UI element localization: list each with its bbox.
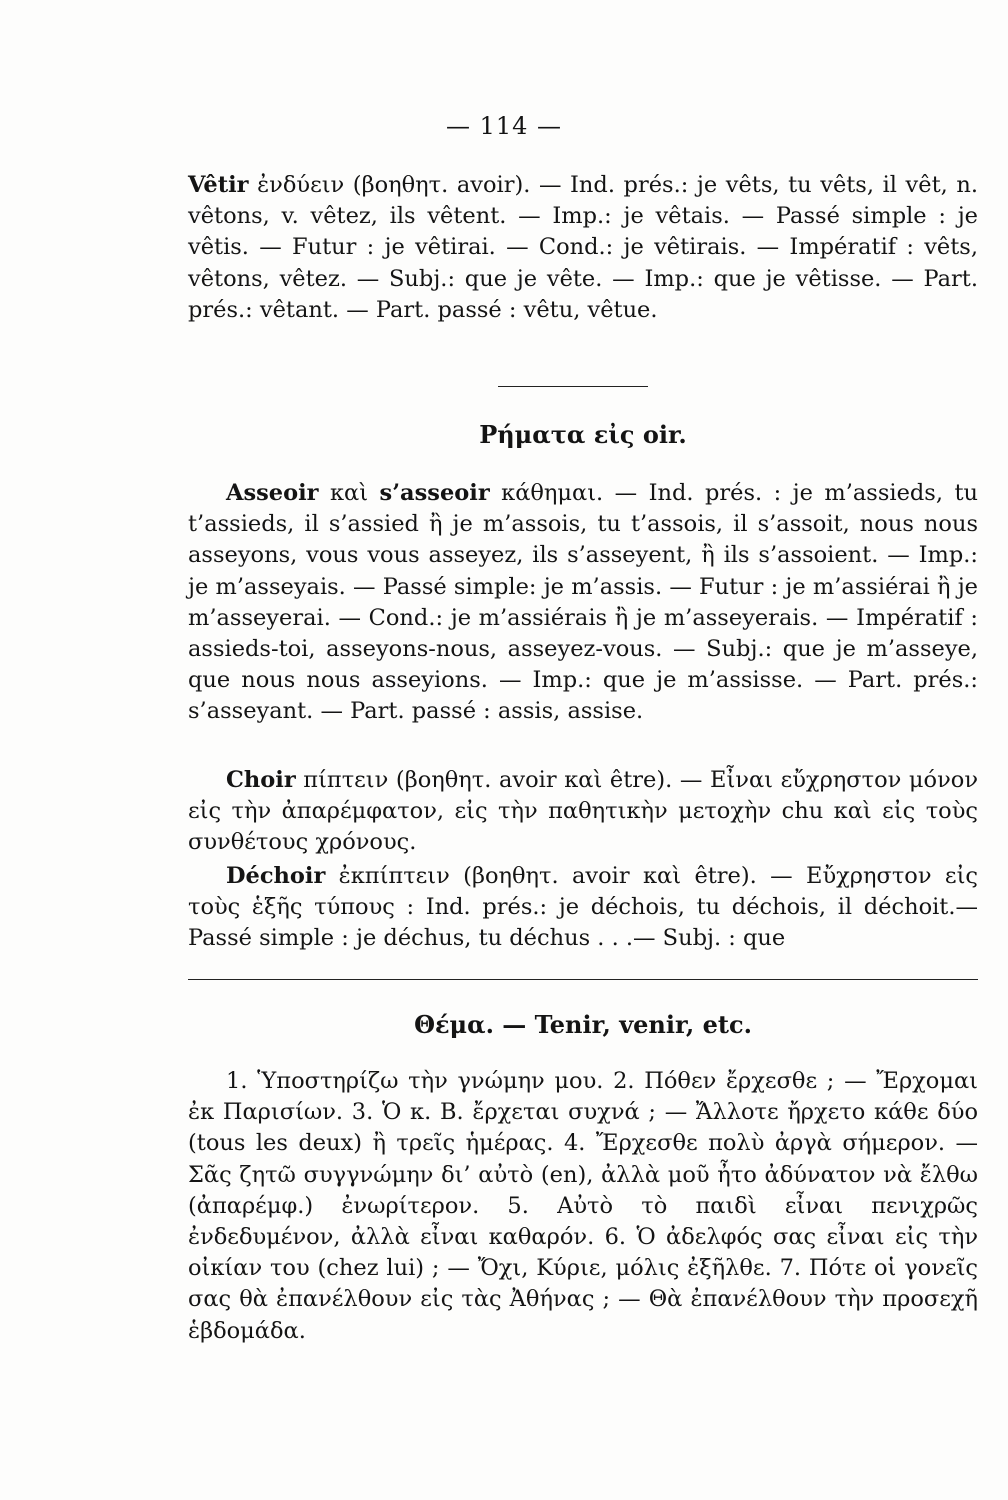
headword-asseoir: Asseoir: [226, 480, 319, 506]
long-divider: [188, 979, 978, 980]
entry-asseoir: [188, 478, 978, 728]
headword-sasseoir: s’asseoir: [379, 480, 490, 506]
entry-choir-text: πίπτειν (βοηθητ. avoir καὶ être). — Εἶναι εὔχρηστον μόνον εἰς τὴν ἀπαρέμφατον, εἰς τὴν παθητικὴν μετοχὴν chu καὶ εἰς τοὺς συνθέτους χρόνους.: [188, 767, 978, 856]
entry-vetir-text: ἐνδύειν (βοηθητ. avoir). — Ind. prés.: je vêts, tu vêts, il vêt, n. vêtons, v. vêtez, ils vêtent. — Imp.: je vêtais. — Passé simple : je vêtis. — Futur : je vêtirai. — Cond.: je vêtirais. — Impératif : vêts, vêtons, vêtez. — Subj.: que je vête. — Imp.: que je vêtisse. — Part. prés.: vêtant. — Part. passé : vêtu, vêtue.: [188, 172, 978, 323]
entry-asseoir-text: κάθημαι. — Ind. prés. : je m’assieds, tu t’assieds, il s’assied ἢ je m’assois, tu t’assois, il s’assoit, nous nous asseyons, vous vous asseyez, ils s’asseyent, ἢ ils s’assoient. — Imp.: je m’asseyais. — Passé simple: je m’assis. — Futur : je m’assiérai ἢ je m’asseyerai. — Cond.: je m’assiérais ἢ je m’asseyerais. — Impératif : assieds-toi, asseyons-nous, asseyez-vous. — Subj.: que je m’asseye, que nous nous asseyions. — Imp.: que je m’assisse. — Part. prés.: s’asseyant. — Part. passé : assis, assise.: [188, 480, 978, 725]
exercise-text: 1. Ὑποστηρίζω τὴν γνώμην μου. 2. Πόθεν ἔρχεσθε ; — Ἔρχομαι ἐκ Παρισίων. 3. Ὁ κ. Β. ἔρχεται συχνά ; — Ἄλλοτε ἤρχετο κάθε δύο (tous les deux) ἢ τρεῖς ἡμέρας. 4. Ἔρχεσθε πολὺ ἀργὰ σήμερον. — Σᾶς ζητῶ συγγνώμην δι’ αὐτὸ (en), ἀλλὰ μοῦ ἦτο ἀδύνατον νὰ ἔλθω (ἀπαρέμφ.) ἐνωρίτερον. 5. Αὐτὸ τὸ παιδὶ εἶναι πενιχρῶς ἐνδεδυμένον, ἀλλὰ εἶναι καθαρόν. 6. Ὁ ἀδελφός σας εἶναι εἰς τὴν οἰκίαν του (chez lui) ; — Ὄχι, Κύριε, μόλις ἐξῆλθε. 7. Πότε οἱ γονεῖς σας θὰ ἐπανέλθουν εἰς τὰς Ἀθήνας ; — Θὰ ἐπανέλθουν τὴν προσεχῆ ἑβδομάδα.: [188, 1068, 978, 1344]
headword-vetir: Vêtir: [188, 172, 249, 198]
entry-dechoir-text: ἐκπίπτειν (βοηθητ. avoir καὶ être). — Εὔχρηστον εἰς τοὺς ἑξῆς τύπους : Ind. prés.: je déchois, tu déchois, il déchoit.— Passé simple : je déchus, tu déchus . . .— Subj. : que: [188, 863, 978, 952]
headword-choir: Choir: [226, 767, 296, 793]
entry-dechoir: [188, 861, 978, 955]
page-number: — 114 —: [445, 112, 563, 140]
short-divider: [498, 386, 648, 387]
conjunction: καὶ: [318, 480, 380, 506]
section-heading-oir-verbs: Ρήματα εἰς oir.: [479, 420, 687, 449]
headword-dechoir: Déchoir: [226, 863, 326, 889]
entry-choir: [188, 765, 978, 859]
entry-vetir: [188, 170, 978, 326]
section-heading-theme: Θέμα. — Tenir, venir, etc.: [414, 1010, 752, 1039]
